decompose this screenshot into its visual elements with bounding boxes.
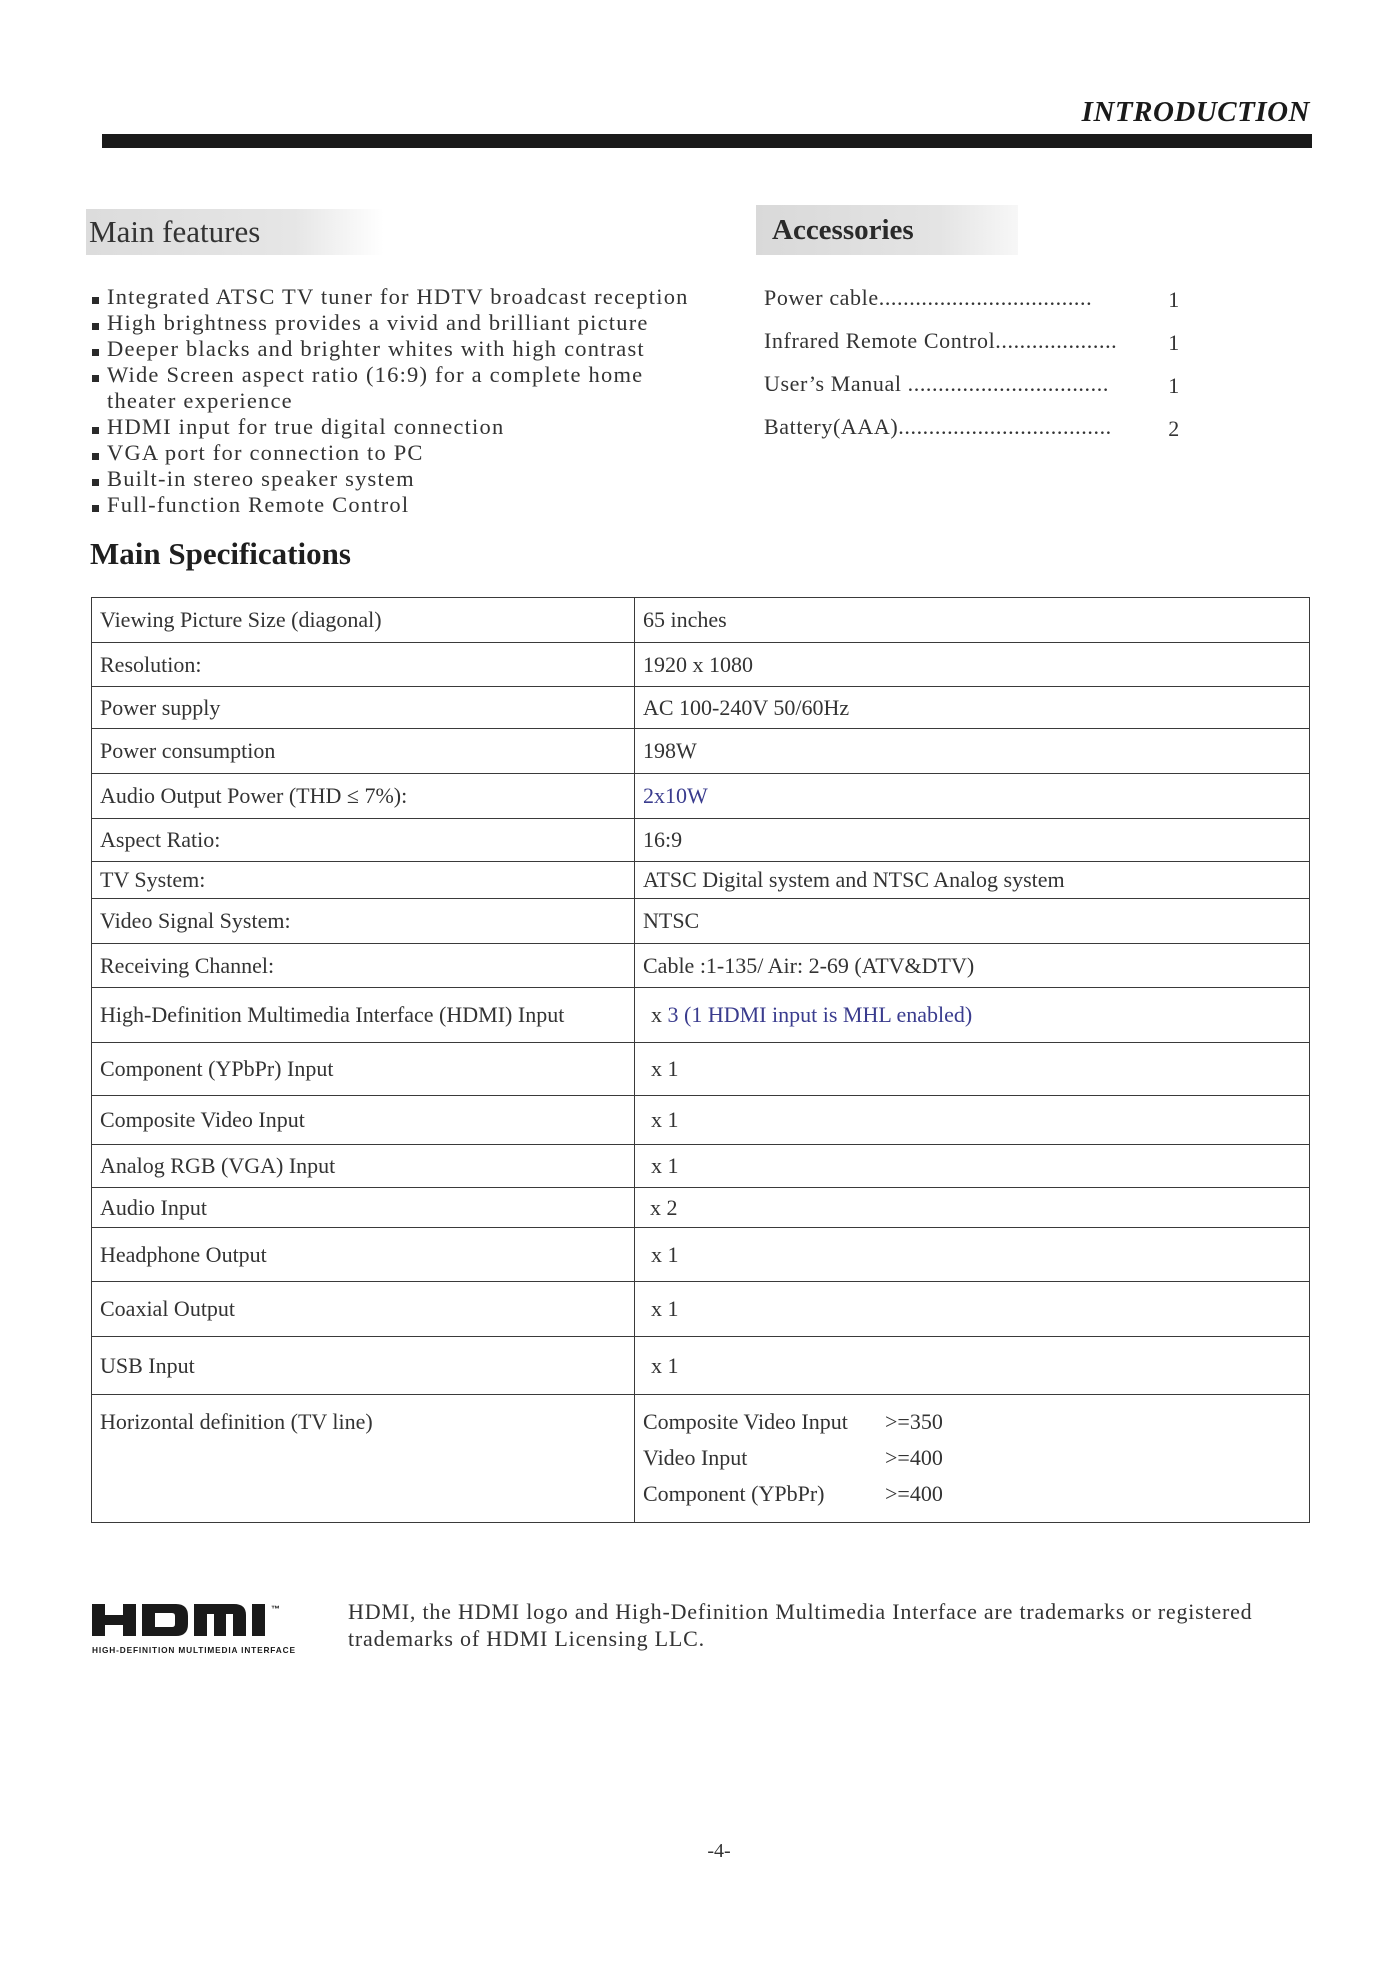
spec-label: Horizontal definition (TV line)	[92, 1395, 635, 1523]
feature-item-text: Built-in stereo speaker system	[107, 466, 415, 491]
accessory-qty: 1	[1168, 287, 1180, 312]
spec-value: 1920 x 1080	[635, 643, 1310, 687]
horizontal-definition-line	[643, 1445, 1301, 1481]
spec-value: x 1	[635, 1228, 1310, 1282]
accessory-name: User’s Manual .................................	[764, 371, 1109, 396]
spec-value: ATSC Digital system and NTSC Analog system	[635, 862, 1310, 899]
accessory-qty: 1	[1168, 330, 1180, 355]
spec-value: x 1	[635, 1337, 1310, 1395]
hdmi-trademark-note: HDMI, the HDMI logo and High-Definition Multimedia Interface are trademarks or registered trademarks of HDMI Licensing LLC.	[348, 1599, 1253, 1651]
main-features-heading-text: Main features	[89, 214, 261, 249]
horizontal-definition-line	[643, 1409, 1301, 1445]
accessory-item	[764, 285, 1204, 328]
accessories-heading-text: Accessories	[772, 213, 914, 246]
table-row	[92, 1395, 1310, 1523]
spec-value-prefix: x	[651, 1002, 662, 1027]
page-header-title: INTRODUCTION	[1081, 96, 1310, 128]
spec-label: High-Definition Multimedia Interface (HDMI) Input	[92, 988, 635, 1043]
feature-item-text: Integrated ATSC TV tuner for HDTV broadcast reception	[107, 284, 689, 309]
line-name: Video Input	[643, 1445, 748, 1470]
feature-item-text: VGA port for connection to PC	[107, 440, 424, 465]
accessory-qty: 1	[1168, 373, 1180, 398]
feature-item-text: HDMI input for true digital connection	[107, 414, 505, 439]
header-rule	[102, 134, 1312, 148]
line-value: >=400	[885, 1445, 943, 1470]
accessory-qty: 2	[1168, 416, 1180, 441]
spec-value: x 1	[635, 1282, 1310, 1337]
hdmi-logo-tagline: HIGH-DEFINITION MULTIMEDIA INTERFACE	[92, 1645, 295, 1655]
page-number: -4-	[707, 1840, 731, 1862]
spec-label: Audio Output Power (THD ≤ 7%):	[92, 774, 635, 819]
feature-item	[92, 336, 732, 362]
square-bullet-icon	[92, 349, 99, 356]
square-bullet-icon	[92, 297, 99, 304]
spec-value: AC 100-240V 50/60Hz	[635, 687, 1310, 729]
accessory-name: Battery(AAA)...................................	[764, 414, 1112, 439]
line-name: Composite Video Input	[643, 1409, 848, 1434]
feature-item	[92, 284, 732, 310]
feature-item-text: Full-function Remote Control	[107, 492, 410, 517]
hdmi-logo	[90, 1598, 312, 1658]
main-features-heading	[86, 209, 384, 255]
accessory-item	[764, 414, 1204, 457]
accessory-name: Power cable...................................	[764, 285, 1093, 310]
square-bullet-icon	[92, 323, 99, 330]
spec-label: Aspect Ratio:	[92, 819, 635, 862]
features-list	[92, 284, 732, 518]
spec-value: x 1	[635, 1043, 1310, 1096]
table-row	[92, 774, 1310, 819]
feature-item-text: High brightness provides a vivid and brilliant picture	[107, 310, 649, 335]
table-row	[92, 862, 1310, 899]
spec-label: Power supply	[92, 687, 635, 729]
table-row	[92, 1096, 1310, 1145]
feature-item-text: Deeper blacks and brighter whites with high contrast	[107, 336, 645, 361]
spec-value-text: 3 (1 HDMI input is MHL enabled)	[667, 1002, 973, 1027]
spec-label: Headphone Output	[92, 1228, 635, 1282]
spec-value: 65 inches	[635, 598, 1310, 643]
hdmi-logo-tm: ™	[271, 1604, 280, 1614]
accessories-heading	[756, 205, 1018, 255]
spec-value: x 2	[635, 1188, 1310, 1228]
spec-label: Video Signal System:	[92, 899, 635, 944]
line-value: >=400	[885, 1481, 943, 1506]
square-bullet-icon	[92, 453, 99, 460]
table-row	[92, 1188, 1310, 1228]
accessory-item	[764, 371, 1204, 414]
accessory-name: Infrared Remote Control....................	[764, 328, 1118, 353]
square-bullet-icon	[92, 427, 99, 434]
square-bullet-icon	[92, 375, 99, 382]
spec-value	[635, 1395, 1310, 1523]
line-name: Component (YPbPr)	[643, 1481, 825, 1506]
spec-label: Coaxial Output	[92, 1282, 635, 1337]
feature-item	[92, 492, 732, 518]
horizontal-definition-line	[643, 1481, 1301, 1517]
table-row	[92, 1145, 1310, 1188]
spec-label: Audio Input	[92, 1188, 635, 1228]
feature-item	[92, 310, 732, 336]
spec-value: x 1	[635, 1096, 1310, 1145]
spec-label: Resolution:	[92, 643, 635, 687]
spec-label: Composite Video Input	[92, 1096, 635, 1145]
square-bullet-icon	[92, 505, 99, 512]
table-row	[92, 729, 1310, 774]
spec-label: Analog RGB (VGA) Input	[92, 1145, 635, 1188]
table-row	[92, 1282, 1310, 1337]
spec-value: 16:9	[635, 819, 1310, 862]
spec-value: 2x10W	[635, 774, 1310, 819]
specifications-table	[91, 597, 1310, 1523]
table-row	[92, 1043, 1310, 1096]
spec-value: 198W	[635, 729, 1310, 774]
feature-item	[92, 414, 732, 440]
accessories-list	[764, 285, 1204, 457]
spec-label: Viewing Picture Size (diagonal)	[92, 598, 635, 643]
feature-item-text: Wide Screen aspect ratio (16:9) for a complete home theater experience	[107, 362, 644, 413]
spec-value	[635, 988, 1310, 1043]
table-row	[92, 944, 1310, 988]
spec-label: Receiving Channel:	[92, 944, 635, 988]
table-row	[92, 899, 1310, 944]
table-row	[92, 988, 1310, 1043]
accessory-item	[764, 328, 1204, 371]
spec-label: Component (YPbPr) Input	[92, 1043, 635, 1096]
spec-label: Power consumption	[92, 729, 635, 774]
spec-value: NTSC	[635, 899, 1310, 944]
line-value: >=350	[885, 1409, 943, 1434]
feature-item	[92, 440, 732, 466]
spec-value: x 1	[635, 1145, 1310, 1188]
table-row	[92, 687, 1310, 729]
table-row	[92, 643, 1310, 687]
feature-item	[92, 466, 732, 492]
table-row	[92, 1337, 1310, 1395]
spec-label: TV System:	[92, 862, 635, 899]
spec-label: USB Input	[92, 1337, 635, 1395]
square-bullet-icon	[92, 479, 99, 486]
main-specifications-heading: Main Specifications	[90, 536, 351, 571]
table-row	[92, 819, 1310, 862]
feature-item	[92, 362, 692, 414]
spec-value: Cable :1-135/ Air: 2-69 (ATV&DTV)	[635, 944, 1310, 988]
table-row	[92, 598, 1310, 643]
table-row	[92, 1228, 1310, 1282]
